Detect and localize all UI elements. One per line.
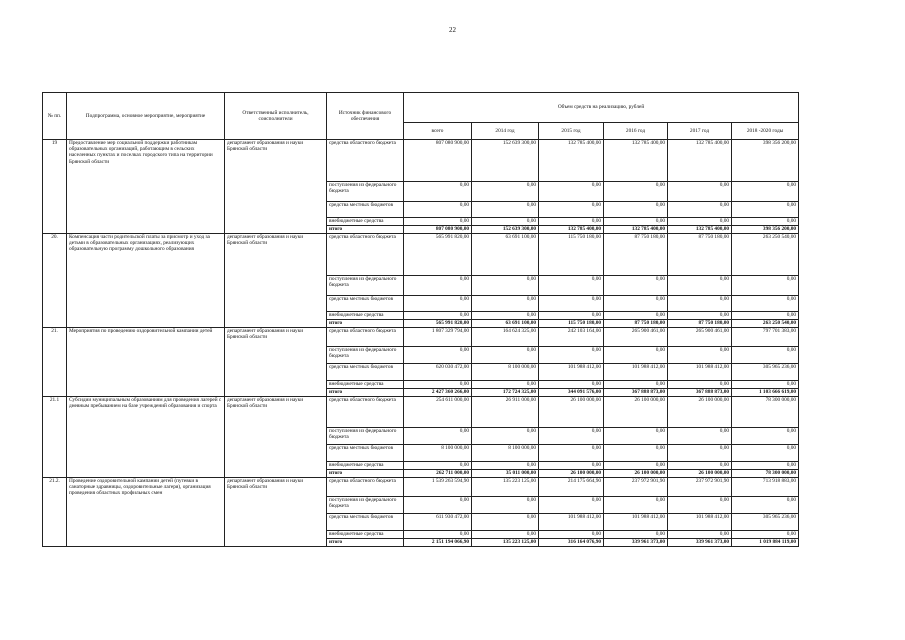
funding-source: средства областного бюджета [327, 478, 404, 497]
amount-cell: 265 900 461,00 [668, 328, 732, 347]
amount-cell: 242 103 164,00 [539, 328, 604, 347]
amount-cell: 132 785 400,00 [668, 140, 732, 182]
amount-cell: 0,00 [668, 276, 732, 296]
amount-cell: 0,00 [668, 202, 732, 218]
amount-cell: 0,00 [472, 296, 539, 312]
row-number: 19 [43, 140, 67, 234]
amount-cell: 26 100 000,00 [604, 470, 668, 478]
amount-cell: 132 785 400,00 [604, 226, 668, 234]
amount-cell: 0,00 [404, 347, 472, 364]
table-row [43, 234, 799, 276]
amount-cell: 0,00 [732, 445, 799, 462]
amount-cell: 0,00 [472, 497, 539, 514]
funding-source: средства областного бюджета [327, 140, 404, 182]
amount-cell: 0,00 [732, 428, 799, 445]
responsible-executor: департамент образования и науки Брянской области [225, 328, 327, 397]
amount-cell: 797 701 383,00 [732, 328, 799, 347]
amount-cell: 0,00 [404, 276, 472, 296]
amount-cell: 1 807 329 794,00 [404, 328, 472, 347]
header-responsible: Ответственный исполнитель, соисполнители [225, 93, 327, 140]
amount-cell: 0,00 [732, 347, 799, 364]
amount-cell: 0,00 [604, 276, 668, 296]
amount-cell: 115 750 180,00 [539, 234, 604, 276]
amount-cell: 26 100 000,00 [539, 470, 604, 478]
amount-cell: 0,00 [604, 218, 668, 226]
amount-cell: 0,00 [404, 182, 472, 202]
amount-cell: 172 724 325,00 [472, 389, 539, 397]
funding-source: средства местных бюджетов [327, 514, 404, 531]
table-row [43, 478, 799, 497]
amount-cell: 35 011 000,00 [472, 470, 539, 478]
program-name: Субсидии муниципальным образованиям для проведения лагерей с дневным пребыванием на базе учреждений образования и спорта [67, 397, 225, 478]
amount-cell: 152 639 300,00 [472, 226, 539, 234]
amount-cell: 26 100 000,00 [668, 470, 732, 478]
amount-cell: 262 711 000,00 [404, 470, 472, 478]
amount-cell: 87 750 180,00 [604, 234, 668, 276]
amount-cell: 0,00 [539, 312, 604, 320]
amount-cell: 0,00 [604, 202, 668, 218]
amount-cell: 0,00 [732, 381, 799, 389]
funding-source: внебюджетные средства [327, 312, 404, 320]
amount-cell: 0,00 [732, 202, 799, 218]
amount-cell: 87 750 180,00 [668, 320, 732, 328]
amount-cell: 101 988 412,00 [604, 364, 668, 381]
amount-cell: 367 888 873,00 [668, 389, 732, 397]
amount-cell: 565 991 820,00 [404, 234, 472, 276]
amount-cell: 0,00 [472, 381, 539, 389]
funding-source: итого [327, 389, 404, 397]
amount-cell: 132 785 400,00 [668, 226, 732, 234]
amount-cell: 0,00 [732, 531, 799, 539]
amount-cell: 620 030 472,00 [404, 364, 472, 381]
amount-cell: 101 988 412,00 [539, 364, 604, 381]
funding-source: средства местных бюджетов [327, 445, 404, 462]
program-name: Компенсация части родительской платы за присмотр и уход за детьми в образовательных организациях, реализующих образовательную программу дошкольного образования [67, 234, 225, 328]
amount-cell: 26 100 000,00 [604, 397, 668, 428]
amount-cell: 0,00 [472, 428, 539, 445]
amount-cell: 0,00 [539, 276, 604, 296]
amount-cell: 0,00 [472, 202, 539, 218]
amount-cell: 0,00 [404, 296, 472, 312]
amount-cell: 132 785 400,00 [539, 140, 604, 182]
amount-cell: 87 750 180,00 [668, 234, 732, 276]
amount-cell: 0,00 [732, 182, 799, 202]
amount-cell: 611 930 472,00 [404, 514, 472, 531]
amount-cell: 0,00 [604, 296, 668, 312]
amount-cell: 0,00 [472, 276, 539, 296]
amount-cell: 0,00 [539, 218, 604, 226]
funding-source: внебюджетные средства [327, 462, 404, 470]
amount-cell: 0,00 [604, 182, 668, 202]
funding-source: внебюджетные средства [327, 531, 404, 539]
amount-cell: 0,00 [539, 445, 604, 462]
amount-cell: 254 611 000,00 [404, 397, 472, 428]
header-volume: Объем средств на реализацию, рублей [404, 93, 799, 123]
funding-source: поступления из федерального бюджета [327, 347, 404, 364]
amount-cell: 0,00 [472, 347, 539, 364]
program-name: Проведение оздоровительной кампании детей (путевки в санаторные здравницы, оздоровительные лагеря), организация проведения областных профильных смен [67, 478, 225, 547]
amount-cell: 0,00 [404, 497, 472, 514]
responsible-executor: департамент образования и науки Брянской области [225, 397, 327, 478]
funding-source: итого [327, 539, 404, 547]
amount-cell: 26 100 000,00 [539, 397, 604, 428]
amount-cell: 0,00 [604, 445, 668, 462]
amount-cell: 339 961 373,00 [604, 539, 668, 547]
header-program: Подпрограмма, основное мероприятие, мероприятие [67, 93, 225, 140]
amount-cell: 0,00 [404, 428, 472, 445]
funding-source: средства областного бюджета [327, 234, 404, 276]
amount-cell: 0,00 [668, 182, 732, 202]
amount-cell: 0,00 [604, 497, 668, 514]
amount-cell: 0,00 [539, 497, 604, 514]
amount-cell: 339 961 373,00 [668, 539, 732, 547]
amount-cell: 0,00 [404, 381, 472, 389]
amount-cell: 135 223 125,00 [472, 539, 539, 547]
header-year-2015: 2015 год [539, 123, 604, 140]
funding-source: итого [327, 226, 404, 234]
amount-cell: 316 164 076,90 [539, 539, 604, 547]
amount-cell: 0,00 [604, 347, 668, 364]
amount-cell: 78 300 000,00 [732, 470, 799, 478]
amount-cell: 0,00 [539, 202, 604, 218]
amount-cell: 0,00 [668, 428, 732, 445]
amount-cell: 398 356 200,00 [732, 140, 799, 182]
table-row [43, 140, 799, 182]
responsible-executor: департамент образования и науки Брянской области [225, 234, 327, 328]
amount-cell: 214 175 664,90 [539, 478, 604, 497]
amount-cell: 0,00 [539, 347, 604, 364]
amount-cell: 0,00 [604, 428, 668, 445]
amount-cell: 0,00 [668, 497, 732, 514]
amount-cell: 0,00 [404, 218, 472, 226]
amount-cell: 8 100 000,00 [404, 445, 472, 462]
amount-cell: 305 965 236,00 [732, 514, 799, 531]
amount-cell: 0,00 [539, 381, 604, 389]
amount-cell: 0,00 [404, 202, 472, 218]
funding-source: средства областного бюджета [327, 397, 404, 428]
amount-cell: 0,00 [472, 514, 539, 531]
table-row [43, 397, 799, 428]
row-number: 21. [43, 328, 67, 397]
row-number: 20. [43, 234, 67, 328]
header-year-2016: 2016 год [604, 123, 668, 140]
responsible-executor: департамент образования и науки Брянской области [225, 140, 327, 234]
amount-cell: 101 988 412,00 [668, 364, 732, 381]
amount-cell: 1 019 884 119,00 [732, 539, 799, 547]
amount-cell: 63 691 100,00 [472, 234, 539, 276]
row-number: 21.1 [43, 397, 67, 478]
funding-source: поступления из федерального бюджета [327, 276, 404, 296]
amount-cell: 26 100 000,00 [668, 397, 732, 428]
amount-cell: 237 972 901,90 [668, 478, 732, 497]
amount-cell: 0,00 [668, 218, 732, 226]
amount-cell: 1 539 263 594,90 [404, 478, 472, 497]
amount-cell: 0,00 [604, 462, 668, 470]
amount-cell: 0,00 [732, 276, 799, 296]
funding-source: средства местных бюджетов [327, 202, 404, 218]
amount-cell: 0,00 [472, 531, 539, 539]
funding-source: итого [327, 320, 404, 328]
amount-cell: 0,00 [539, 182, 604, 202]
responsible-executor: департамент образования и науки Брянской области [225, 478, 327, 547]
amount-cell: 0,00 [732, 497, 799, 514]
amount-cell: 0,00 [732, 312, 799, 320]
amount-cell: 0,00 [668, 531, 732, 539]
amount-cell: 0,00 [668, 462, 732, 470]
amount-cell: 8 100 000,00 [472, 364, 539, 381]
amount-cell: 2 151 194 066,90 [404, 539, 472, 547]
amount-cell: 0,00 [472, 462, 539, 470]
amount-cell: 1 103 666 619,00 [732, 389, 799, 397]
amount-cell: 8 100 000,00 [472, 445, 539, 462]
amount-cell: 164 624 325,00 [472, 328, 539, 347]
funding-source: поступления из федерального бюджета [327, 428, 404, 445]
amount-cell: 132 785 400,00 [539, 226, 604, 234]
amount-cell: 398 356 200,00 [732, 226, 799, 234]
header-year-2018-2020: 2018 -2020 годы [732, 123, 799, 140]
amount-cell: 0,00 [539, 531, 604, 539]
funding-source: внебюджетные средства [327, 218, 404, 226]
amount-cell: 0,00 [668, 347, 732, 364]
amount-cell: 2 427 360 266,00 [404, 389, 472, 397]
amount-cell: 115 750 180,00 [539, 320, 604, 328]
amount-cell: 87 750 180,00 [604, 320, 668, 328]
header-year-2017: 2017 год [668, 123, 732, 140]
amount-cell: 344 091 576,00 [539, 389, 604, 397]
page-number: 22 [449, 26, 456, 34]
table-row [43, 328, 799, 347]
header-year-total: всего [404, 123, 472, 140]
funding-source: средства местных бюджетов [327, 364, 404, 381]
amount-cell: 101 988 412,00 [539, 514, 604, 531]
amount-cell: 237 972 901,90 [604, 478, 668, 497]
amount-cell: 0,00 [404, 312, 472, 320]
header-source: Источник финансового обеспечения [327, 93, 404, 140]
header-year-2014: 2014 год [472, 123, 539, 140]
amount-cell: 367 888 873,00 [604, 389, 668, 397]
amount-cell: 0,00 [732, 218, 799, 226]
row-number: 21.2. [43, 478, 67, 547]
header-num: № пп. [43, 93, 67, 140]
amount-cell: 135 223 125,00 [472, 478, 539, 497]
amount-cell: 565 991 820,00 [404, 320, 472, 328]
amount-cell: 101 988 412,00 [604, 514, 668, 531]
amount-cell: 0,00 [472, 182, 539, 202]
funding-source: итого [327, 470, 404, 478]
funding-source: средства местных бюджетов [327, 296, 404, 312]
amount-cell: 0,00 [604, 381, 668, 389]
amount-cell: 0,00 [539, 296, 604, 312]
amount-cell: 0,00 [472, 312, 539, 320]
budget-table [42, 92, 799, 547]
funding-source: средства областного бюджета [327, 328, 404, 347]
amount-cell: 0,00 [539, 428, 604, 445]
amount-cell: 0,00 [472, 218, 539, 226]
amount-cell: 0,00 [668, 381, 732, 389]
program-name: Предоставление мер социальной поддержки работникам образовательных организаций, работающим в сельских населенных пунктах и поселках городского типа на территории Брянской области [67, 140, 225, 234]
amount-cell: 0,00 [668, 312, 732, 320]
amount-cell: 263 250 540,00 [732, 320, 799, 328]
amount-cell: 0,00 [539, 462, 604, 470]
amount-cell: 0,00 [404, 531, 472, 539]
funding-source: поступления из федерального бюджета [327, 497, 404, 514]
amount-cell: 0,00 [668, 296, 732, 312]
amount-cell: 132 785 400,00 [604, 140, 668, 182]
amount-cell: 0,00 [732, 296, 799, 312]
amount-cell: 78 300 000,00 [732, 397, 799, 428]
amount-cell: 807 080 900,00 [404, 140, 472, 182]
amount-cell: 0,00 [732, 462, 799, 470]
funding-source: поступления из федерального бюджета [327, 182, 404, 202]
amount-cell: 0,00 [668, 445, 732, 462]
amount-cell: 713 918 883,00 [732, 478, 799, 497]
amount-cell: 101 988 412,00 [668, 514, 732, 531]
amount-cell: 263 250 540,00 [732, 234, 799, 276]
funding-source: внебюджетные средства [327, 381, 404, 389]
amount-cell: 265 900 461,00 [604, 328, 668, 347]
amount-cell: 305 965 236,00 [732, 364, 799, 381]
amount-cell: 63 691 100,00 [472, 320, 539, 328]
program-name: Мероприятия по проведению оздоровительной кампании детей [67, 328, 225, 397]
amount-cell: 0,00 [604, 312, 668, 320]
amount-cell: 26 911 000,00 [472, 397, 539, 428]
amount-cell: 807 080 900,00 [404, 226, 472, 234]
amount-cell: 0,00 [604, 531, 668, 539]
amount-cell: 152 639 300,00 [472, 140, 539, 182]
amount-cell: 0,00 [404, 462, 472, 470]
